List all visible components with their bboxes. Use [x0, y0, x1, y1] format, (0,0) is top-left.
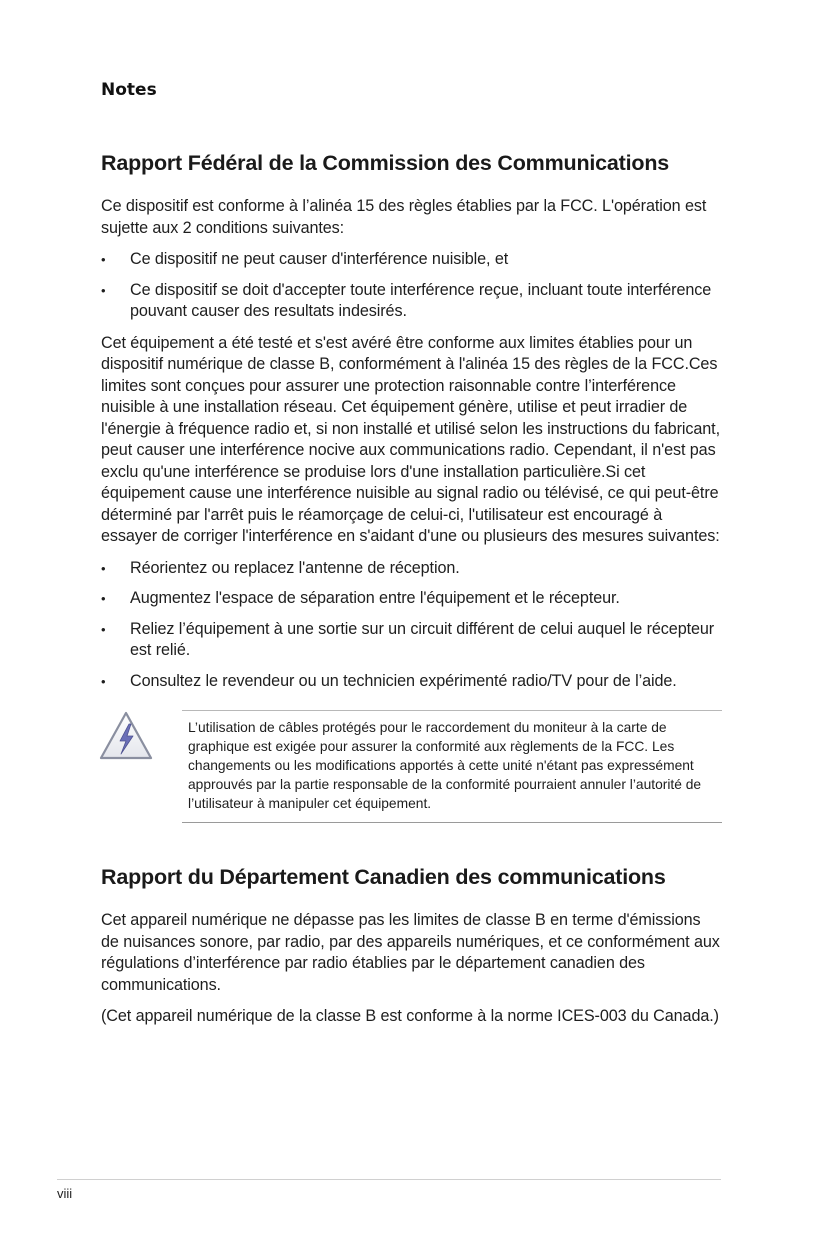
- warning-lightning-icon: [98, 710, 154, 762]
- list-item: • Réorientez ou replacez l'antenne de réception.: [101, 558, 721, 580]
- fcc-intro: Ce dispositif est conforme à l’alinéa 15 des règles établies par la FCC. L'opération est sujette aux 2 conditions suivantes:: [101, 197, 707, 237]
- page-number: viii: [57, 1186, 73, 1201]
- fcc-measures-list: [101, 558, 721, 693]
- list-item: • Ce dispositif ne peut causer d'interférence nuisible, et: [101, 249, 721, 271]
- fcc-conditions-list: [101, 249, 721, 323]
- fcc-heading: Rapport Fédéral de la Commission des Communications: [101, 151, 670, 175]
- list-item: • Ce dispositif se doit d'accepter toute interférence reçue, incluant toute interférence pouvant causer des resultats indesirés.: [101, 280, 721, 323]
- canada-paragraph-1: Cet appareil numérique ne dépasse pas les limites de classe B en terme d'émissions de nuisances sonore, par radio, par des appareils numériques, et ce conformément aux régulations d’interférence par radio établies par le département canadien des communications.: [101, 911, 720, 994]
- fcc-note: [101, 710, 721, 828]
- page-header-notes: Notes: [101, 80, 157, 100]
- fcc-section: [101, 148, 721, 828]
- canada-paragraph-2: (Cet appareil numérique de la classe B est conforme à la norme ICES-003 du Canada.): [101, 1007, 719, 1025]
- canada-heading: Rapport du Département Canadien des communications: [101, 865, 666, 889]
- fcc-body: Cet équipement a été testé et s'est avéré être conforme aux limites établies pour un dispositif numérique de classe B, conformément à l'alinéa 15 des règles de la FCC.Ces limites sont conçues pour assurer une protection raisonnable contre l’interférence nuisible à une installation réseau. Cet équipement génère, utilise et peut irradier de l'énergie à fréquence radio et, si non installé et utilisé selon les instructions du fabricant, peut causer une interférence nocive aux communications radio. Cependant, il n'est pas exclu qu'une interférence se produise lors d'une installation particulière.Si cet équipement cause une interférence nuisible au signal radio ou télévisé, ce qui peut-être déterminé par l'arrêt puis le réamorçage de celui-ci, l'utilisateur est encouragé à essayer de corriger l'interférence en s'aidant d'une ou plusieurs des mesures suivantes:: [101, 333, 720, 545]
- page-content: [101, 148, 721, 1038]
- footer-divider: [57, 1179, 721, 1180]
- fcc-note-text: L’utilisation de câbles protégés pour le raccordement du moniteur à la carte de graphique est exigée pour assurer la conformité aux règlements de la FCC. Les changements ou les modifications apportés à cette unité n'étant pas expressément approuvés par la partie responsable de la conformité pourraient annuler l’autorité de l’utilisateur à manipuler cet équipement.: [182, 710, 722, 823]
- list-item: • Augmentez l'espace de séparation entre l'équipement et le récepteur.: [101, 588, 721, 610]
- list-item: • Consultez le revendeur ou un technicien expérimenté radio/TV pour de l’aide.: [101, 671, 721, 693]
- list-item: • Reliez l’équipement à une sortie sur un circuit différent de celui auquel le récepteur est relié.: [101, 619, 721, 662]
- canada-section: [101, 862, 721, 1028]
